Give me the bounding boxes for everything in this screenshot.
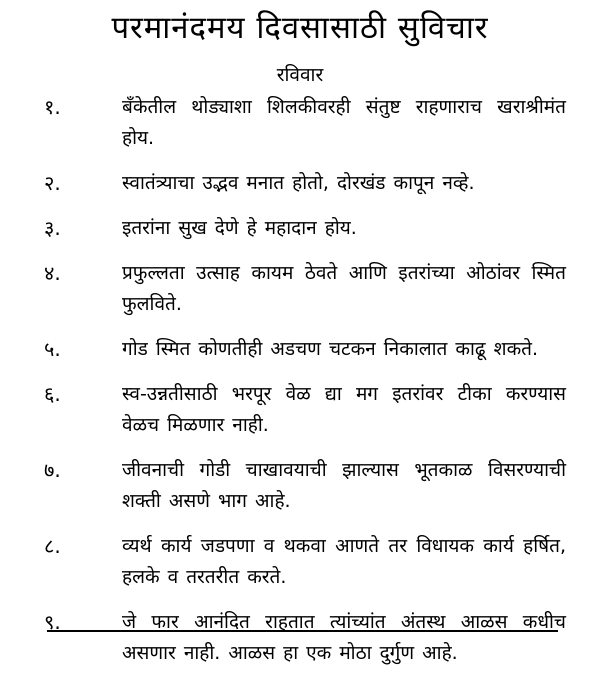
quote-list bbox=[0, 92, 600, 683]
list-item bbox=[0, 379, 600, 441]
list-item bbox=[0, 455, 600, 517]
item-number: ३. bbox=[44, 216, 61, 240]
list-item bbox=[0, 168, 600, 199]
item-number: ४. bbox=[44, 261, 61, 285]
item-text: प्रफुल्लता उत्साह कायम ठेवते आणि इतरांच्या ओठांवर स्मित फुलविते. bbox=[122, 262, 566, 315]
item-number: ६. bbox=[44, 382, 61, 406]
list-item bbox=[0, 531, 600, 593]
item-text: व्यर्थ कार्य जडपणा व थकवा आणते तर विधायक कार्य हर्षित, हलके व तरतरीत करते. bbox=[122, 535, 566, 588]
item-number: ८. bbox=[44, 534, 61, 558]
item-number: ७. bbox=[44, 458, 61, 482]
item-text: इतरांना सुख देणे हे महादान होय. bbox=[122, 217, 357, 239]
bottom-divider bbox=[47, 630, 558, 632]
list-item bbox=[0, 92, 600, 154]
item-text: जीवनाची गोडी चाखावयाची झाल्यास भूतकाळ विसरण्याची शक्ती असणे भाग आहे. bbox=[122, 459, 566, 512]
page-title: परमानंदमय दिवसासाठी सुविचार bbox=[111, 10, 489, 46]
list-item bbox=[0, 258, 600, 320]
item-text: स्व-उन्नतीसाठी भरपूर वेळ द्या मग इतरांवर टीका करण्यास वेळच मिळणार नाही. bbox=[122, 383, 566, 436]
item-text: गोड स्मित कोणतीही अडचण चटकन निकालात काढू शकते. bbox=[122, 338, 539, 360]
item-number: १. bbox=[44, 95, 61, 119]
item-text: बँकेतील थोड्याशा शिलकीवरही संतुष्ट राहणाराच खराश्रीमंत होय. bbox=[122, 96, 566, 149]
item-text: स्वातंत्र्याचा उद्भव मनात होतो, दोरखंड कापून नव्हे. bbox=[122, 172, 475, 194]
item-text: जे फार आनंदित राहतात त्यांच्यांत अंतस्थ आळस कधीच असणार नाही. आळस हा एक मोठा दुर्गुण आहे. bbox=[122, 611, 566, 664]
list-item bbox=[0, 213, 600, 244]
list-item bbox=[0, 334, 600, 365]
item-number: ९. bbox=[44, 610, 61, 634]
item-number: २. bbox=[44, 171, 61, 195]
page-subtitle: रविवार bbox=[276, 64, 324, 86]
item-number: ५. bbox=[44, 337, 61, 361]
